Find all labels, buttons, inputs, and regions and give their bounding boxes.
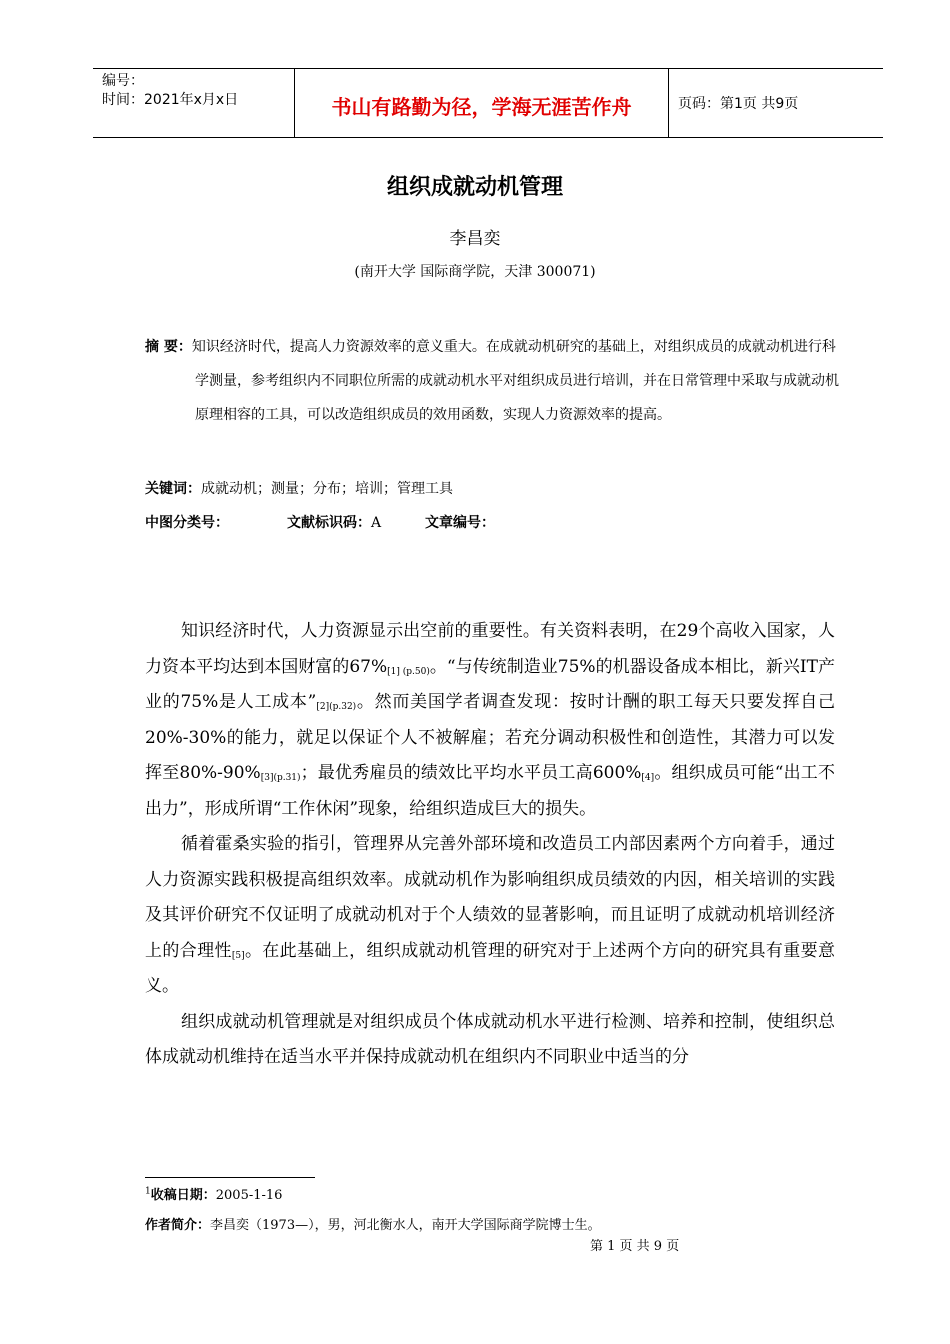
body-paragraph: 组织成就动机管理就是对组织成员个体成就动机水平进行检测、培养和控制，使组织总体成就动机维持在适当水平并保持成就动机在组织内不同职业中适当的分 [145,1011,835,1067]
doc-code-group [287,512,381,532]
body-paragraph [145,827,835,1005]
header-number-label: 编号： [102,73,144,89]
abstract-text: 知识经济时代，提高人力资源效率的意义重大。在成就动机研究的基础上，对组织成员的成就动机进行科学测量，参考组织内不同职位所需的成就动机水平对组织成员进行培训，并在日常管理中采取与成就动机原理相容的工具，可以改造组织成员的效用函数，实现人力资源效率的提高。 [191,339,839,423]
body-text-run: ；最优秀雇员的绩效比平均水平员工高600% [300,763,642,783]
footnote-rule [145,1177,315,1178]
citation-ref: [2](p.32) [316,702,357,712]
classification-line [145,512,495,532]
body-text-run: 。在此基础上，组织成就动机管理的研究对于上述两个方向的研究具有重要意义。 [145,940,835,996]
abstract-section [145,330,845,432]
body-text-run: 循着霍桑实验的指引，管理界从完善外部环境和改造员工内部因素两个方向着手，通过人力资源实践积极提高组织效率。成就动机作为影响组织成员绩效的内因，相关培训的实践及其评价研究不仅证明了成就动机对于个人绩效的显著影响，而且证明了成就动机培训经济上的合理性 [145,834,835,961]
document-header-table [93,68,883,138]
footnote-marker: 1 [145,1186,151,1197]
keywords-text: 成就动机；测量；分布；培训；管理工具 [201,481,453,497]
keywords-label: 关键词： [145,481,201,497]
body-paragraph [145,614,835,827]
citation-ref: [1] (p.50) [387,666,430,677]
citation-ref: [3](p.31) [260,773,301,783]
article-no-group [425,512,495,532]
author-bio-label: 作者简介： [145,1218,211,1233]
citation-ref: [5] [231,950,245,961]
article-no-label: 文章编号： [425,515,495,531]
article-author: 李昌奕 [449,229,501,249]
header-motto-cell [294,69,669,137]
header-time-label: 时间：2021年x月x日 [102,92,239,108]
keywords-line [145,478,453,498]
body-text-run: 知识经济时代，人力资源显示出空前的重要性。有关资料表明，在29个高收入国家，人力资本平均达到本国财富的67% [145,621,835,677]
header-page-cell [668,69,883,137]
body-text-run: 。然而美国学者调查发现：按时计酬的职工每天只要发挥自己20%-30%的能力，就足以保证个人不被解雇；若充分调动积极性和创造性，其潜力可以发挥至80%-90% [145,692,835,783]
body-text [145,614,835,1076]
header-meta-cell [93,69,294,137]
header-motto: 书山有路勤为径，学海无涯苦作舟 [331,95,632,119]
footnote-author [145,1214,601,1233]
body-text-run: 。“与传统制造业75%的机器设备成本相比，新兴IT产业的75%是人工成本” [145,656,835,712]
clc-label: 中图分类号： [145,515,229,531]
body-text-run: 。组织成员可能“出工不出力”，形成所谓“工作休闲”现象，给组织造成巨大的损失。 [145,763,835,819]
article-title: 组织成就动机管理 [386,175,563,200]
abstract-label: 摘 要： [145,339,192,355]
doc-code-label: 文献标识码： [287,515,371,531]
header-page-info: 页码：第1页 共9页 [678,96,799,112]
article-affiliation: (南开大学 国际商学院，天津 300071) [354,264,596,280]
received-value: 2005-1-16 [215,1188,283,1203]
citation-ref: [4] [641,773,655,783]
footnote-received [145,1184,282,1203]
doc-code-value: A [371,515,382,531]
received-label: 收稿日期： [150,1188,216,1203]
author-bio-value: 李昌奕（1973—），男，河北衡水人，南开大学国际商学院博士生。 [210,1218,601,1233]
page-number: 第 1 页 共 9 页 [590,1239,680,1254]
